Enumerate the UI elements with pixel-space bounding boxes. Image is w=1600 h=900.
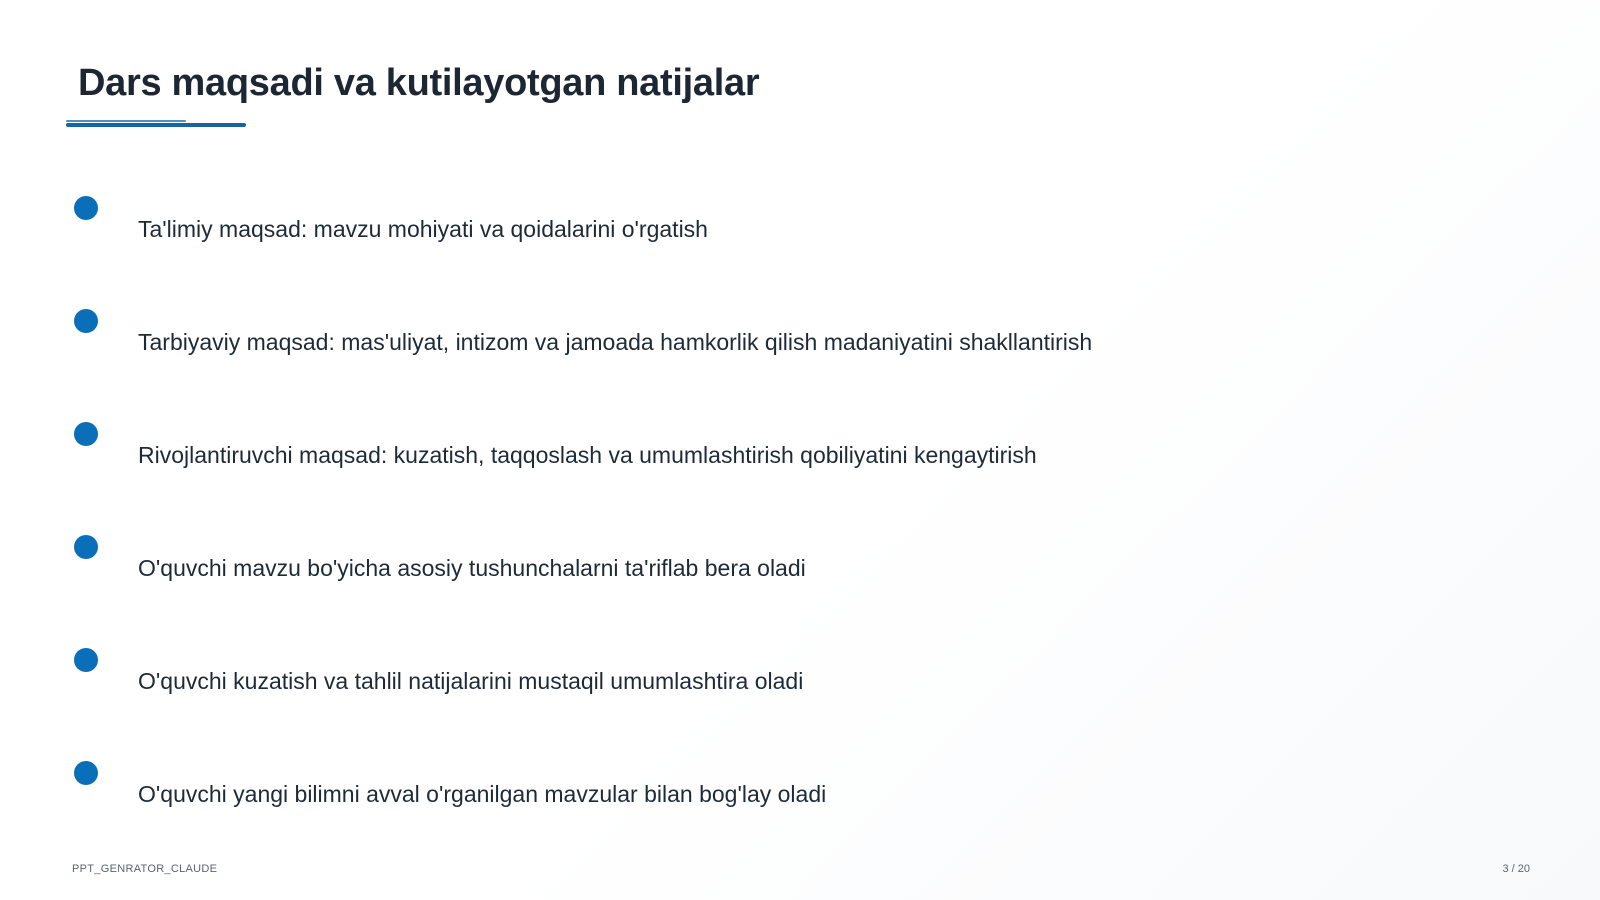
slide-title: Dars maqsadi va kutilayotgan natijalar: [78, 62, 760, 104]
bullet-item: [0, 309, 1600, 389]
page-number: 3 / 20: [1502, 863, 1530, 875]
bullet-item: [0, 761, 1600, 841]
bullet-item: [0, 196, 1600, 276]
bullet-dot-icon: [74, 648, 98, 672]
bullet-item: [0, 535, 1600, 615]
bullet-text: Ta'limiy maqsad: mavzu mohiyati va qoidalarini o'rgatish: [138, 216, 708, 242]
bullet-dot-icon: [74, 422, 98, 446]
bullet-text: Rivojlantiruvchi maqsad: kuzatish, taqqoslash va umumlashtirish qobiliyatini kengaytirish: [138, 442, 1037, 468]
bullet-item: [0, 422, 1600, 502]
bullet-dot-icon: [74, 761, 98, 785]
bullet-text: O'quvchi yangi bilimni avval o'rganilgan mavzular bilan bog'lay oladi: [138, 781, 827, 807]
bullet-dot-icon: [74, 196, 98, 220]
bullet-dot-icon: [74, 535, 98, 559]
bullet-item: [0, 648, 1600, 728]
bullet-text: O'quvchi mavzu bo'yicha asosiy tushunchalarni ta'riflab bera oladi: [138, 555, 806, 581]
bullet-text: Tarbiyaviy maqsad: mas'uliyat, intizom va jamoada hamkorlik qilish madaniyatini shakllantirish: [138, 329, 1093, 355]
bullet-dot-icon: [74, 309, 98, 333]
footer-brand: PPT_GENRATOR_CLAUDE: [72, 863, 218, 875]
bullet-text: O'quvchi kuzatish va tahlil natijalarini mustaqil umumlashtira oladi: [138, 668, 804, 694]
